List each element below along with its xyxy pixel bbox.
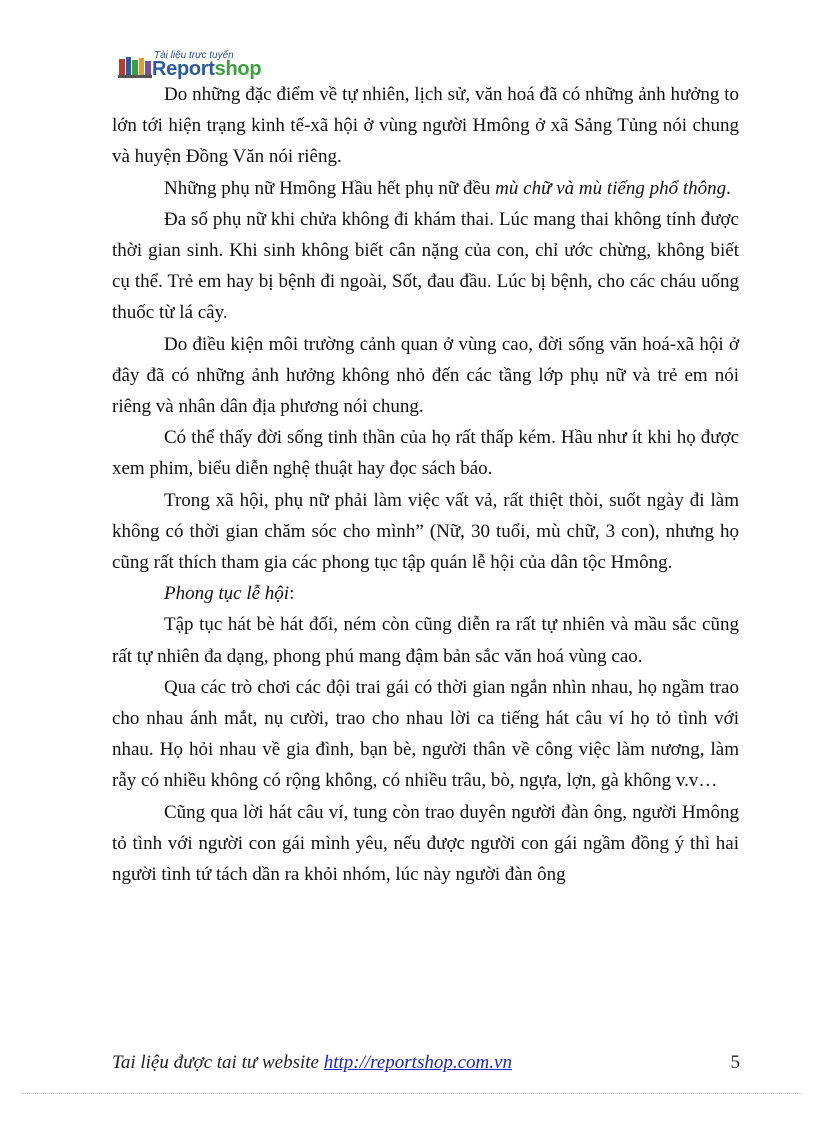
document-body (112, 79, 739, 890)
logo-brand-report: Report (152, 58, 215, 80)
page-footer (112, 1052, 739, 1074)
paragraph (112, 173, 739, 204)
paragraph: Do điều kiện môi trường cảnh quan ở vùng cao, đời sống văn hoá-xã hội ở đây đã có những ảnh hưởng không nhỏ đến các tầng lớp phụ nữ và trẻ em nói riêng và nhân dân địa phương nói chung. (112, 333, 739, 418)
footer-text: Tai liệu được tai tư website (112, 1052, 324, 1073)
reportshop-logo (118, 50, 278, 82)
section-heading-text: Phong tục lễ hội (164, 583, 290, 605)
logo-brand (152, 58, 261, 81)
italic-phrase: mù chữ và mù tiếng phổ thông (495, 177, 727, 199)
paragraph-text: Những phụ nữ Hmông Hầu hết phụ nữ đều (164, 177, 496, 199)
paragraph: Đa số phụ nữ khi chửa không đi khám thai. Lúc mang thai không tính được thời gian sinh. Khi sinh không biết cân nặng của con, chỉ ước chừng, không biết cụ thể. Trẻ em hay bị bệnh đi ngoài, Sốt, đau đầu. Lúc bị bệnh, cho các cháu uống thuốc từ lá cây. (112, 208, 739, 324)
logo-tagline: Tài liệu trực tuyến (154, 50, 234, 61)
paragraph: Do những đặc điểm về tự nhiên, lịch sử, văn hoá đã có những ảnh hưởng to lớn tới hiện trạng kinh tế-xã hội ở vùng người Hmông ở xã Sảng Tủng nói chung và huyện Đồng Văn nói riêng. (112, 84, 739, 168)
logo-brand-shop: shop (214, 58, 262, 80)
paragraph: Qua các trò chơi các đội trai gái có thời gian ngắn nhìn nhau, họ ngầm trao cho nhau ánh mắt, nụ cười, trao cho nhau lời ca tiếng hát câu ví họ tỏ tình với nhau. Họ hỏi nhau về gia đình, bạn bè, người thân về công việc làm nương, làm rẫy có nhiều không có rộng không, có nhiều trâu, bò, ngựa, lợn, gà không v.v… (112, 676, 739, 792)
footer-link[interactable]: http://reportshop.com.vn (323, 1052, 512, 1073)
page-number: 5 (730, 1052, 740, 1073)
paragraph: Tập tục hát bè hát đối, ném còn cũng diễn ra rất tự nhiên và mầu sắc cũng rất tự nhiên đa dạng, phong phú mang đậm bản sắc văn hoá vùng cao. (112, 614, 739, 667)
paragraph: Có thể thấy đời sống tinh thần của họ rất thấp kém. Hầu như ít khi họ được xem phim, biểu diễn nghệ thuật hay đọc sách báo. (112, 427, 739, 480)
section-heading (112, 578, 739, 609)
paragraph: Cũng qua lời hát câu ví, tung còn trao duyên người đàn ông, người Hmông tỏ tình với người con gái mình yêu, nếu được người con gái ngầm đồng ý thì hai người tình tứ tách dần ra khỏi nhóm, lúc này người đàn ông (112, 801, 739, 886)
paragraph: Trong xã hội, phụ nữ phải làm việc vất vả, rất thiệt thòi, suốt ngày đi làm không có thời gian chăm sóc cho mình” (Nữ, 30 tuổi, mù chữ, 3 con), nhưng họ cũng rất thích tham gia các phong tục tập quán lễ hội của dân tộc Hmông. (112, 489, 739, 574)
section-heading-colon: : (289, 583, 295, 605)
paragraph-text: . (726, 177, 731, 199)
bookshelf-icon (118, 56, 152, 78)
page-divider (22, 1093, 802, 1094)
